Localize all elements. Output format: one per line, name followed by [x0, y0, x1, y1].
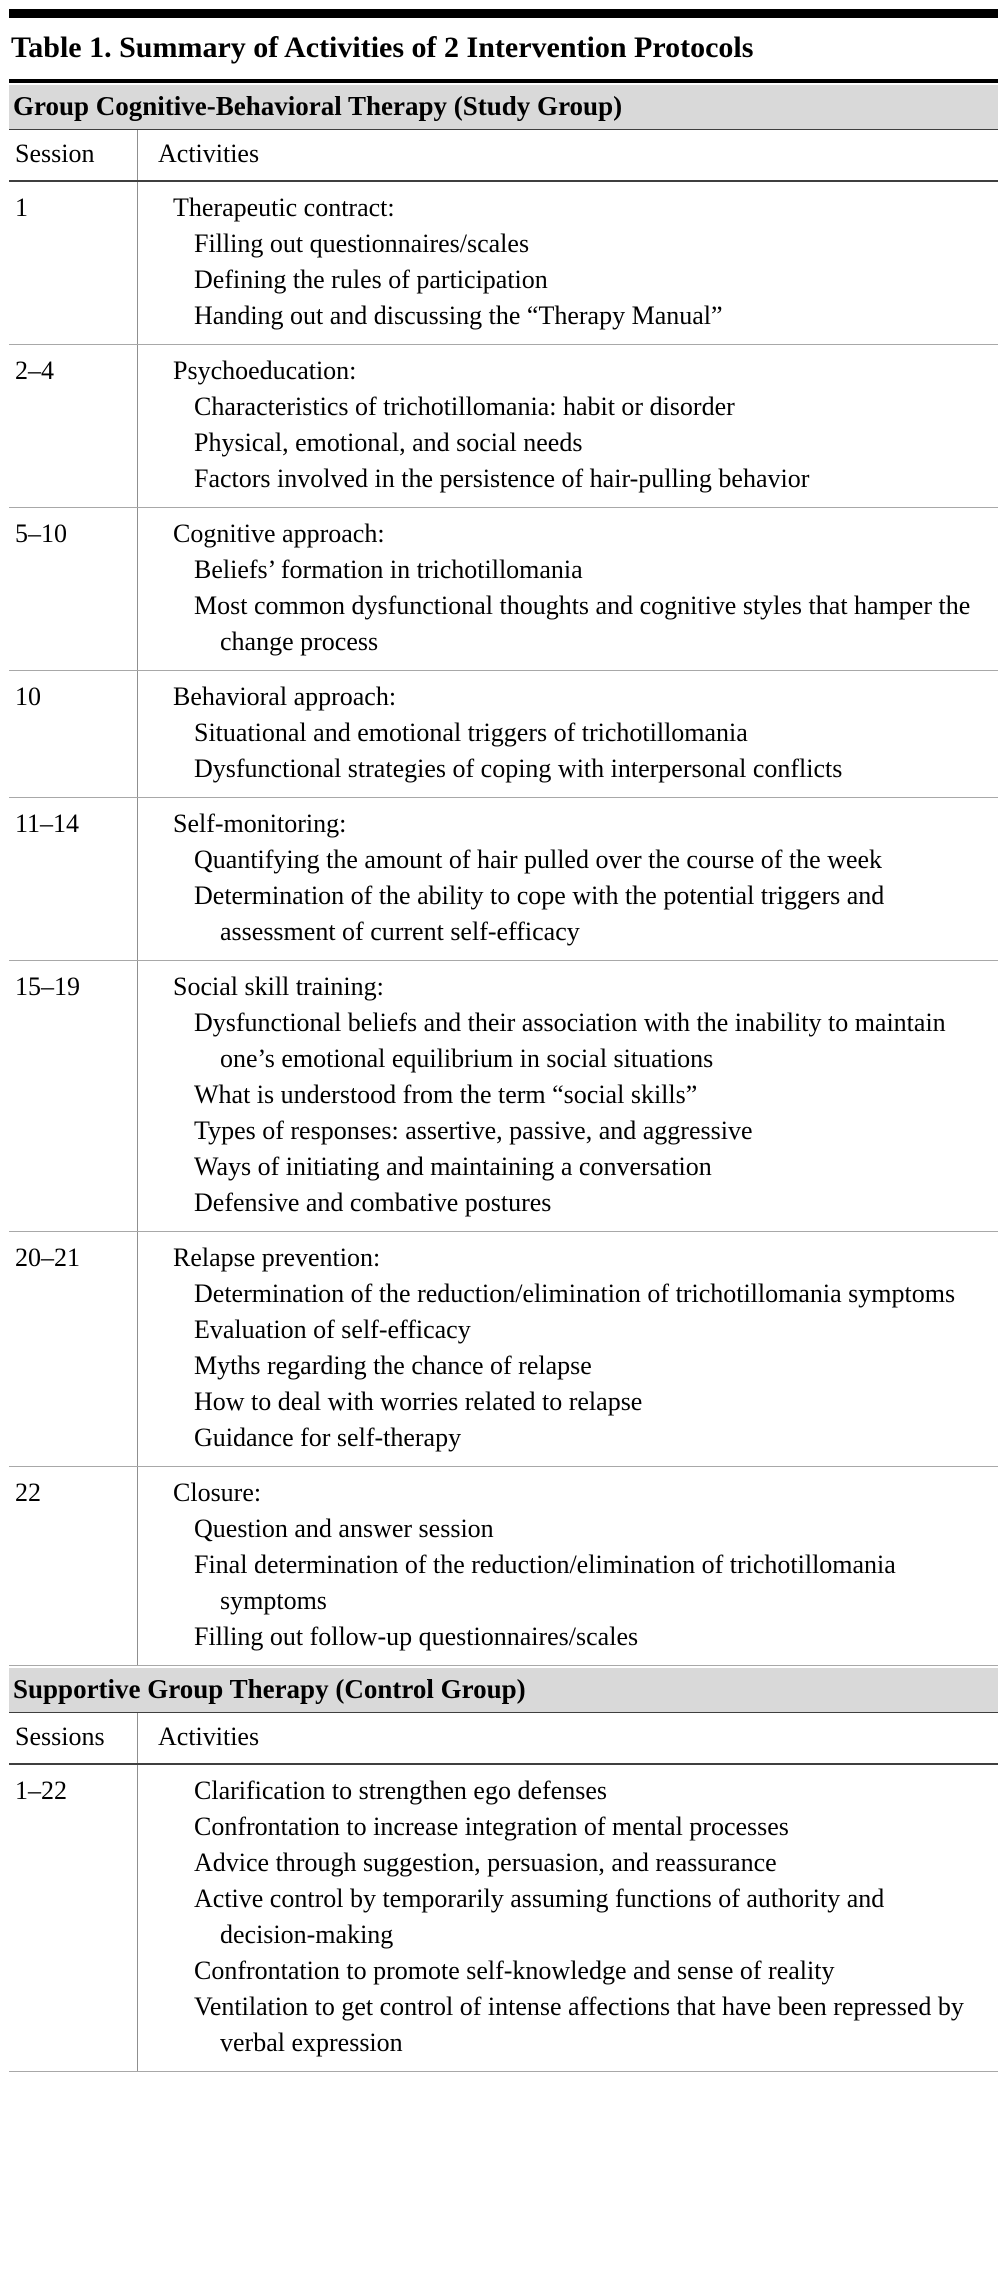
table-row	[9, 182, 998, 345]
column-header-session: Session	[9, 130, 138, 180]
activities-cell	[138, 345, 998, 507]
activity-item: Filling out questionnaires/scales	[194, 229, 530, 258]
top-rule	[9, 9, 998, 18]
activity-item: Most common dysfunctional thoughts and cognitive styles that hamper the change process	[194, 591, 971, 656]
table-row	[9, 671, 998, 798]
activity-item: Physical, emotional, and social needs	[194, 428, 583, 457]
table-title: Table 1. Summary of Activities of 2 Intervention Protocols	[11, 31, 754, 64]
activities-cell	[138, 798, 998, 960]
title-rule	[9, 79, 998, 83]
section-header-cbt: Group Cognitive-Behavioral Therapy (Study Group)	[9, 85, 998, 130]
activity-item: Factors involved in the persistence of hair-pulling behavior	[194, 464, 810, 493]
session-cell: 22	[9, 1467, 138, 1665]
activity-item: Defining the rules of participation	[194, 265, 548, 294]
activity-item: Dysfunctional strategies of coping with interpersonal conflicts	[194, 754, 843, 783]
session-cell: 15–19	[9, 961, 138, 1231]
session-cell: 10	[9, 671, 138, 797]
activity-item: Filling out follow-up questionnaires/scales	[194, 1622, 639, 1651]
activity-item: Handing out and discussing the “Therapy Manual”	[194, 301, 723, 330]
activity-item: Confrontation to increase integration of mental processes	[194, 1812, 789, 1841]
activity-item: Types of responses: assertive, passive, and aggressive	[194, 1116, 753, 1145]
activity-heading: Psychoeducation:	[173, 356, 357, 385]
activity-item: Beliefs’ formation in trichotillomania	[194, 555, 583, 584]
activity-item: Dysfunctional beliefs and their association with the inability to maintain one’s emotional equilibrium in social situations	[194, 1008, 946, 1073]
activities-cell	[138, 1765, 998, 2071]
column-header-row	[9, 1713, 998, 1765]
table-row	[9, 1467, 998, 1666]
session-cell: 1–22	[9, 1765, 138, 2071]
activity-item: Evaluation of self-efficacy	[194, 1315, 471, 1344]
activity-item: Ways of initiating and maintaining a conversation	[194, 1152, 712, 1181]
column-header-activities: Activities	[158, 1722, 260, 1751]
activity-item: Question and answer session	[194, 1514, 494, 1543]
activity-item: What is understood from the term “social skills”	[194, 1080, 698, 1109]
activities-cell	[138, 1232, 998, 1466]
activity-heading: Therapeutic contract:	[173, 193, 395, 222]
activity-item: Active control by temporarily assuming functions of authority and decision-making	[194, 1884, 885, 1949]
activity-heading: Social skill training:	[173, 972, 384, 1001]
activity-item: Final determination of the reduction/elimination of trichotillomania symptoms	[194, 1550, 896, 1615]
session-cell: 20–21	[9, 1232, 138, 1466]
activity-item: Quantifying the amount of hair pulled over the course of the week	[194, 845, 883, 874]
session-cell: 5–10	[9, 508, 138, 670]
table-row	[9, 345, 998, 508]
activity-heading: Self-monitoring:	[173, 809, 347, 838]
activity-item: Advice through suggestion, persuasion, and reassurance	[194, 1848, 777, 1877]
summary-table	[9, 9, 998, 2072]
section-header-supportive: Supportive Group Therapy (Control Group)	[9, 1668, 998, 1713]
activity-item: Characteristics of trichotillomania: habit or disorder	[194, 392, 735, 421]
table-row	[9, 961, 998, 1232]
column-header-activities: Activities	[158, 139, 260, 168]
activity-item: Clarification to strengthen ego defenses	[194, 1776, 607, 1805]
activities-cell	[138, 508, 998, 670]
activities-cell	[138, 671, 998, 797]
session-cell: 1	[9, 182, 138, 344]
activity-item: Determination of the ability to cope with the potential triggers and assessment of current self-efficacy	[194, 881, 885, 946]
activity-heading: Closure:	[173, 1478, 262, 1507]
table-row	[9, 1232, 998, 1467]
activities-cell	[138, 961, 998, 1231]
activity-item: Ventilation to get control of intense affections that have been repressed by verbal expression	[194, 1992, 964, 2057]
activity-item: Confrontation to promote self-knowledge and sense of reality	[194, 1956, 835, 1985]
column-header-sessions: Sessions	[9, 1713, 138, 1763]
activities-cell	[138, 1467, 998, 1665]
activity-heading: Relapse prevention:	[173, 1243, 381, 1272]
table-row	[9, 1765, 998, 2072]
session-cell: 11–14	[9, 798, 138, 960]
table-row	[9, 798, 998, 961]
column-header-row	[9, 130, 998, 182]
activity-heading: Cognitive approach:	[173, 519, 385, 548]
activity-item: Guidance for self-therapy	[194, 1423, 462, 1452]
activity-item: How to deal with worries related to relapse	[194, 1387, 643, 1416]
activity-item: Myths regarding the chance of relapse	[194, 1351, 592, 1380]
table-row	[9, 508, 998, 671]
activities-cell	[138, 182, 998, 344]
activity-item: Determination of the reduction/elimination of trichotillomania symptoms	[194, 1279, 956, 1308]
activity-item: Situational and emotional triggers of trichotillomania	[194, 718, 748, 747]
activity-heading: Behavioral approach:	[173, 682, 397, 711]
session-cell: 2–4	[9, 345, 138, 507]
activity-item: Defensive and combative postures	[194, 1188, 552, 1217]
